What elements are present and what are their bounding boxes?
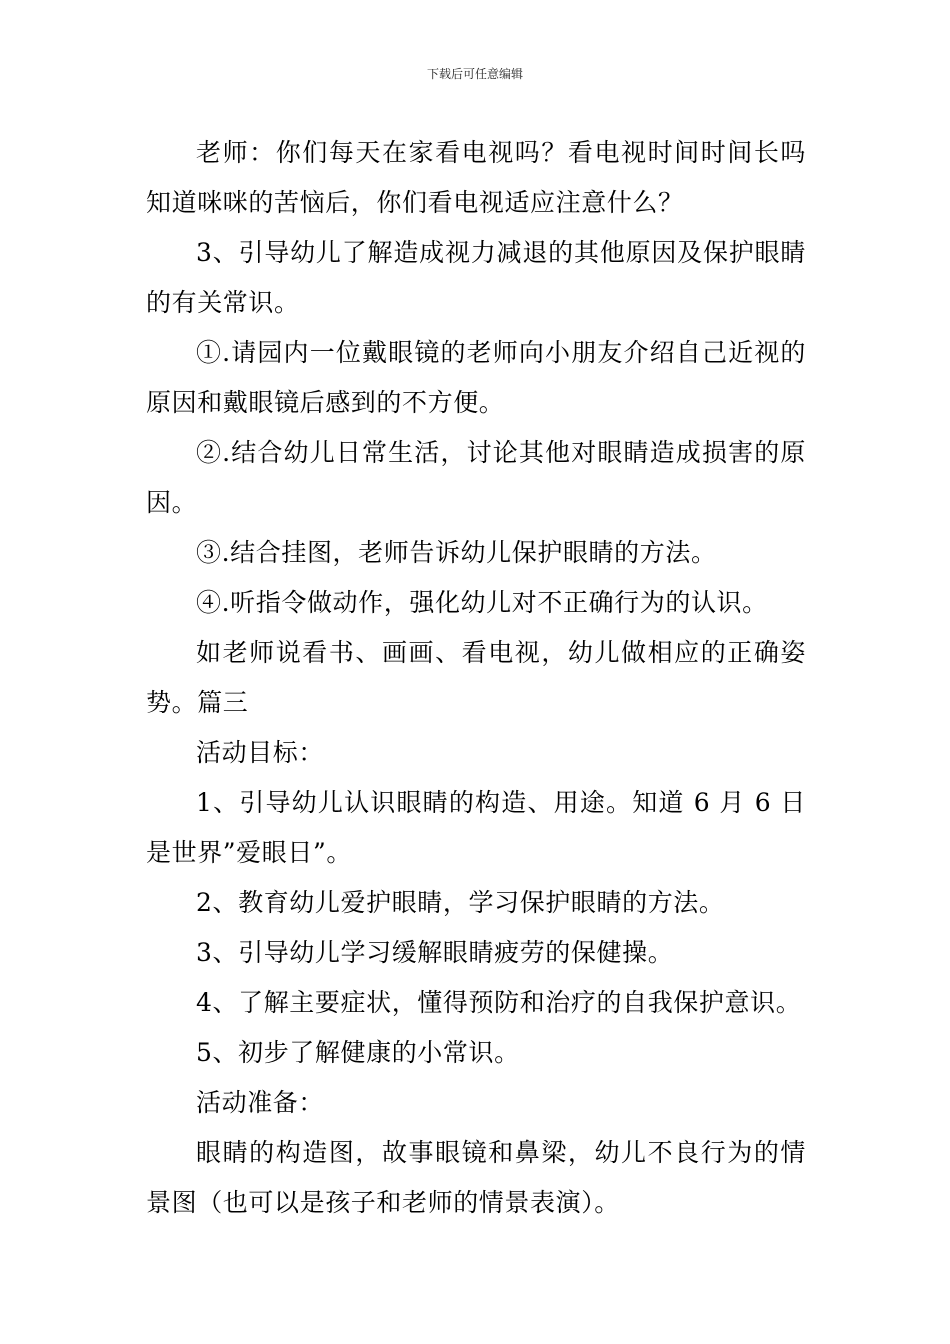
paragraph: 5、初步了解健康的小常识。 xyxy=(196,1038,520,1067)
page-header: 下载后可任意编辑 xyxy=(426,67,523,81)
section-heading: 活动准备： xyxy=(196,1088,325,1117)
paragraph: 眼睛的构造图，故事眼镜和鼻梁，幼儿不良行为的情景图（也可以是孩子和老师的情景表演）。 xyxy=(146,1138,806,1217)
paragraph: 1、引导幼儿认识眼睛的构造、用途。知道 6 月 6 日是世界”爱眼日”。 xyxy=(146,788,806,867)
paragraph: ②.结合幼儿日常生活，讨论其他对眼睛造成损害的原因。 xyxy=(146,438,806,517)
section-heading: 活动目标： xyxy=(196,738,325,767)
paragraph: 3、引导幼儿学习缓解眼睛疲劳的保健操。 xyxy=(196,938,674,967)
paragraph: 3、引导幼儿了解造成视力减退的其他原因及保护眼睛的有关常识。 xyxy=(146,238,806,317)
paragraph: ④.听指令做动作，强化幼儿对不正确行为的认识。 xyxy=(196,588,768,617)
paragraph: 如老师说看书、画画、看电视，幼儿做相应的正确姿势。篇三 xyxy=(146,638,806,717)
paragraph: 老师：你们每天在家看电视吗？看电视时间时间长吗知道咪咪的苦恼后，你们看电视适应注意什么？ xyxy=(146,138,806,217)
paragraph: ①.请园内一位戴眼镜的老师向小朋友介绍自己近视的原因和戴眼镜后感到的不方便。 xyxy=(146,338,806,417)
document-body xyxy=(146,128,806,1228)
paragraph: 4、了解主要症状，懂得预防和治疗的自我保护意识。 xyxy=(196,988,802,1017)
paragraph: 2、教育幼儿爱护眼睛，学习保护眼睛的方法。 xyxy=(196,888,725,917)
paragraph: ③.结合挂图，老师告诉幼儿保护眼睛的方法。 xyxy=(196,538,717,567)
